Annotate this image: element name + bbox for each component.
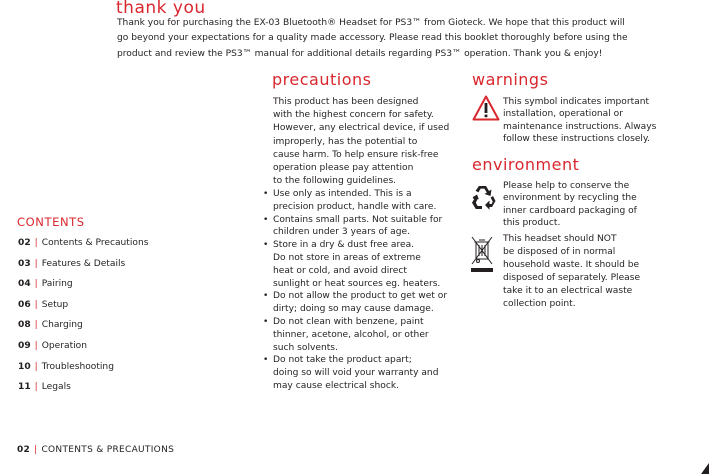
disposal-line: household waste. It should be (503, 259, 640, 270)
precaution-line: may cause electrical shock. (273, 380, 400, 391)
contents-separator: | (34, 340, 38, 351)
contents-page-number: 03 (18, 258, 31, 269)
contents-entry[interactable] (18, 300, 148, 321)
contents-separator: | (34, 382, 38, 393)
warnings-line: follow these instructions closely. (503, 133, 650, 144)
contents-page-number: 02 (18, 238, 31, 248)
contents-page-number: 10 (18, 361, 31, 372)
contents-entry[interactable] (18, 320, 148, 341)
contents-label: Troubleshooting (41, 361, 114, 372)
contents-label: Features & Details (41, 258, 126, 269)
precaution-line: such solvents. (273, 342, 338, 353)
precaution-item (263, 239, 463, 290)
warnings-line: maintenance instructions. Always (503, 121, 657, 132)
recycling-line: environment by recycling the (503, 193, 637, 204)
contents-separator: | (34, 238, 38, 248)
precaution-item (263, 214, 463, 240)
precaution-line: sunlight or heat sources eg. heaters. (273, 278, 441, 289)
contents-separator: | (34, 299, 38, 310)
precaution-line: children under 3 years of age. (273, 227, 410, 238)
precaution-line: Do not store in areas of extreme (273, 252, 421, 263)
page-footer (17, 445, 174, 455)
contents-separator: | (34, 258, 38, 269)
contents-page-number: 11 (18, 382, 31, 393)
footer-separator: | (34, 445, 38, 455)
precaution-line: Do not clean with benzene, paint (273, 316, 424, 327)
contents-label: Pairing (41, 279, 73, 290)
recycle-icon (470, 183, 496, 213)
precaution-line: Store in a dry & dust free area. (273, 240, 415, 251)
contents-heading: CONTENTS (17, 215, 85, 229)
precaution-line: thinner, acetone, alcohol, or other (273, 329, 429, 340)
precaution-line: precision product, handle with care. (273, 201, 437, 212)
warnings-line: This symbol indicates important (503, 97, 650, 107)
recycling-line: inner cardboard packaging of (503, 205, 637, 216)
precautions-intro-line: This product has been designed (273, 97, 419, 107)
bullet: • (263, 189, 269, 199)
contents-label: Operation (41, 340, 87, 351)
contents-entry[interactable] (18, 341, 148, 362)
precaution-item (263, 188, 463, 214)
contents-separator: | (34, 361, 38, 372)
contents-page-number: 04 (18, 279, 31, 290)
contents-page-number: 06 (18, 299, 31, 310)
warning-triangle-icon (472, 95, 500, 121)
recycling-text (503, 180, 709, 229)
recycling-line: this product. (503, 217, 561, 228)
precaution-item (263, 290, 463, 316)
bullet: • (263, 355, 269, 366)
precaution-item (263, 316, 463, 354)
precautions-intro-line: However, any electrical device, if used (273, 123, 450, 134)
precaution-line: Use only as intended. This is a (273, 189, 412, 199)
precaution-line: heat or cold, and avoid direct (273, 265, 407, 276)
precaution-line: Do not take the product apart; (273, 355, 412, 366)
disposal-text (503, 233, 709, 310)
bullet: • (263, 240, 269, 251)
contents-page-number: 08 (18, 320, 31, 331)
contents-list (18, 238, 148, 403)
precaution-line: Contains small parts. Not suitable for (273, 214, 443, 225)
footer-page-number: 02 (17, 445, 31, 455)
contents-separator: | (34, 279, 38, 290)
precautions-intro-line: to the following guidelines. (273, 176, 397, 187)
precaution-line: Do not allow the product to get wet or (273, 291, 448, 302)
disposal-line: be disposed of in normal (503, 246, 616, 257)
thank-you-line: go beyond your expectations for a quality made accessory. Please read this booklet thoroughly before using the (117, 33, 628, 44)
precautions-intro-line: with the highest concern for safety. (273, 110, 434, 121)
contents-separator: | (34, 320, 38, 331)
contents-label: Legals (41, 382, 71, 393)
precautions-intro (273, 96, 463, 188)
precautions-intro-line: cause harm. To help ensure risk-free (273, 149, 439, 160)
warnings-heading: warnings (472, 70, 549, 89)
footer-section-title: CONTENTS & PRECAUTIONS (41, 445, 175, 455)
thank-you-line: product and review the PS3™ manual for additional details regarding PS3™ operation. Thank you & enjoy! (117, 48, 603, 59)
contents-entry[interactable] (18, 362, 148, 383)
precaution-line: doing so will void your warranty and (273, 368, 439, 379)
contents-entry[interactable] (18, 279, 148, 300)
page-corner-mark (701, 463, 709, 474)
disposal-line: disposed of separately. Please (503, 272, 641, 283)
disposal-line: This headset should NOT (503, 234, 617, 244)
bullet: • (263, 316, 269, 327)
warnings-text (503, 96, 709, 145)
thank-you-line: Thank you for purchasing the EX-03 Bluetooth® Headset for PS3™ from Gioteck. We hope that this product will (117, 18, 625, 28)
environment-heading: environment (472, 155, 580, 174)
contents-label: Setup (41, 299, 69, 310)
contents-entry[interactable] (18, 382, 148, 403)
contents-entry[interactable] (18, 259, 148, 280)
precautions-heading: precautions (272, 70, 372, 89)
precautions-intro-line: operation please pay attention (273, 163, 414, 174)
bullet: • (263, 214, 269, 225)
thank-you-heading: thank you (116, 0, 206, 18)
bullet: • (263, 291, 269, 302)
precaution-line: dirty; doing so may cause damage. (273, 304, 434, 315)
precautions-intro-line: improperly, has the potential to (273, 136, 418, 147)
precautions-list (263, 188, 463, 393)
thank-you-paragraph (117, 16, 657, 62)
contents-page-number: 09 (18, 340, 31, 351)
precaution-item (263, 354, 463, 392)
contents-label: Contents & Precautions (41, 238, 149, 248)
disposal-line: collection point. (503, 298, 576, 309)
contents-entry[interactable] (18, 238, 148, 259)
warnings-line: installation, operational or (503, 109, 623, 120)
recycling-line: Please help to conserve the (503, 181, 630, 191)
crossed-bin-icon (469, 234, 495, 274)
contents-label: Charging (41, 320, 83, 331)
disposal-line: take it to an electrical waste (503, 285, 633, 296)
